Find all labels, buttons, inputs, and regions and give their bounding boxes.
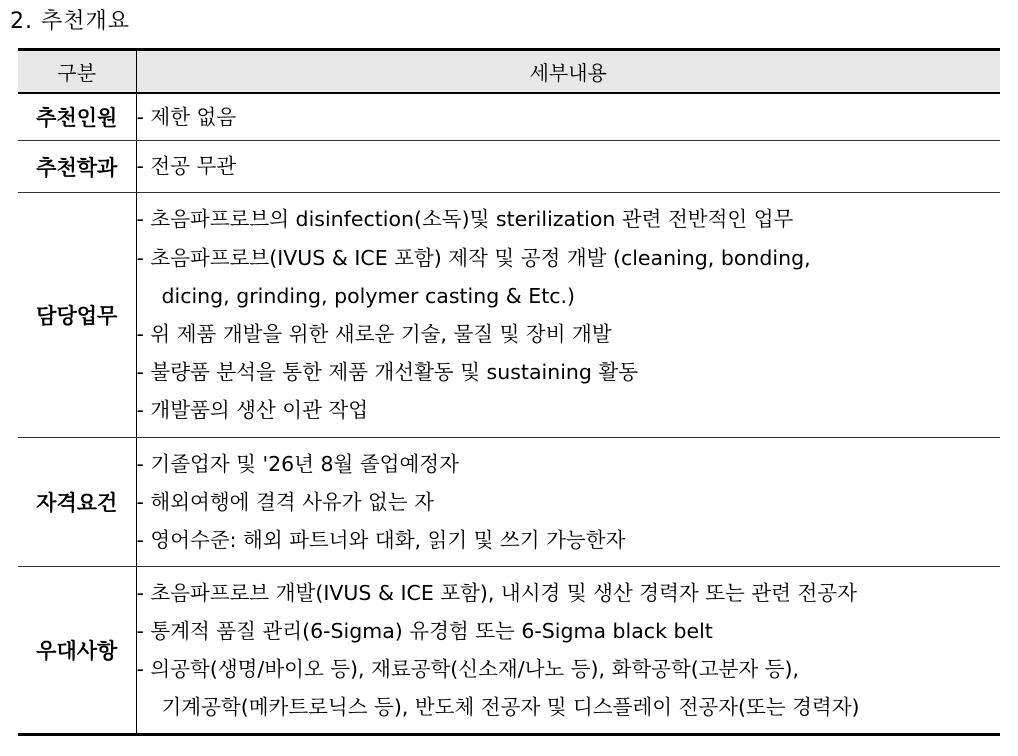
- content-line: - 통계적 품질 관리(6-Sigma) 유경험 또는 6-Sigma black belt: [136, 618, 713, 643]
- table-row: [18, 93, 1000, 141]
- header-details: 세부내용: [136, 50, 1000, 94]
- content-line: - 전공 무관: [136, 154, 237, 179]
- row-label: 추천학과: [18, 141, 136, 193]
- content-line: - 초음파프로브의 disinfection(소독)및 sterilization 관련 전반적인 업무: [136, 207, 794, 232]
- table-row: [18, 567, 1000, 735]
- recommendation-overview-table: [18, 48, 1000, 736]
- content-line: - 의공학(생명/바이오 등), 재료공학(신소재/나노 등), 화학공학(고분자 등),: [136, 657, 800, 681]
- row-content: [136, 93, 1000, 141]
- content-line: dicing, grinding, polymer casting & Etc.): [161, 283, 576, 308]
- content-line: - 불량품 분석을 통한 제품 개선활동 및 sustaining 활동: [136, 360, 639, 385]
- section-title: 2. 추천개요: [10, 9, 130, 34]
- row-label: 자격요건: [18, 438, 136, 567]
- content-line: - 영어수준: 해외 파트너와 대화, 읽기 및 쓰기 가능한자: [136, 528, 626, 553]
- content-line: - 초음파프로브(IVUS & ICE 포함) 제작 및 공정 개발 (cleaning, bonding,: [136, 245, 811, 270]
- row-content: [136, 567, 1000, 735]
- content-line: - 해외여행에 결격 사유가 없는 자: [136, 489, 434, 514]
- row-label: 우대사항: [18, 567, 136, 735]
- row-content: [136, 193, 1000, 438]
- row-label: 추천인원: [18, 93, 136, 141]
- row-content: [136, 141, 1000, 193]
- row-label: 담당업무: [18, 193, 136, 438]
- header-category: 구분: [18, 50, 136, 94]
- table-row: [18, 141, 1000, 193]
- table-row: [18, 438, 1000, 567]
- content-line: - 제한 없음: [136, 104, 237, 129]
- content-line: - 위 제품 개발을 위한 새로운 기술, 물질 및 장비 개발: [136, 322, 612, 346]
- content-line: - 초음파프로브 개발(IVUS & ICE 포함), 내시경 및 생산 경력자 또는 관련 전공자: [136, 580, 857, 605]
- content-line: - 개발품의 생산 이관 작업: [136, 398, 368, 423]
- content-line: 기계공학(메카트로닉스 등), 반도체 전공자 및 디스플레이 전공자(또는 경력자): [161, 695, 860, 720]
- row-content: [136, 438, 1000, 567]
- table-row: [18, 193, 1000, 438]
- content-line: - 기졸업자 및 '26년 8월 졸업예정자: [136, 451, 459, 476]
- table-header-row: [18, 50, 1000, 94]
